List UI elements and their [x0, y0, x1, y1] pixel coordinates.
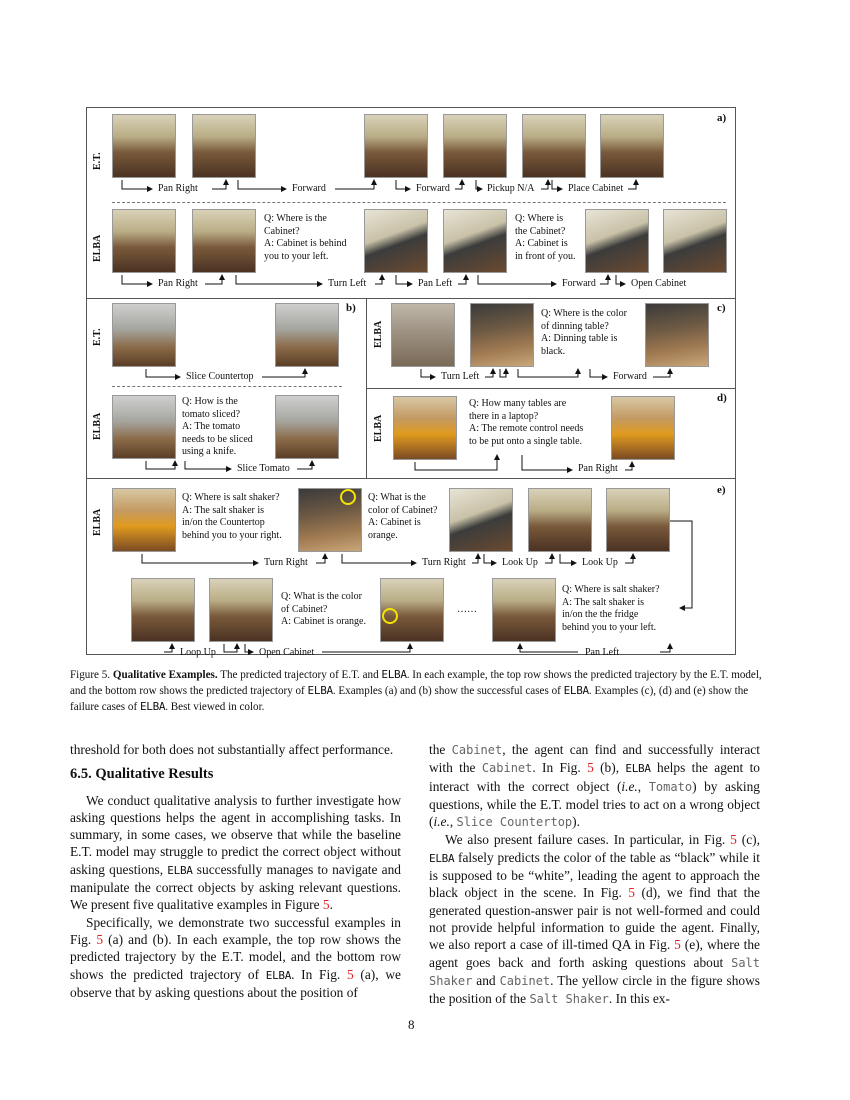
qa-text: Q: What is the color of Cabinet? A: Cabinet is orange. — [368, 492, 438, 541]
elba-name: ELBA — [625, 762, 651, 776]
elba-name: ELBA — [563, 684, 589, 697]
action-label: Look Up — [502, 557, 538, 568]
action-label: Pan Right — [158, 183, 198, 194]
action-label: Turn Left — [441, 371, 480, 382]
qa-text: Q: Where is salt shaker? A: The salt shaker is in/on the Countertop behind you to your right. — [182, 492, 282, 541]
action-label: Slice Tomato — [237, 463, 290, 474]
paragraph: We also present failure cases. In particular, in Fig. 5 (c), ELBA falsely predicts the color of the table as “black” while it is supposed to be “white”, leading the agent to approach the black object in the scene. In Fig. 5 (d), we find that the generated question-answer pair is not well-formed and could not provide helpful information to guide the agent. Finally, we also report a case of ill-timed QA in Fig. 5 (e), where the agent goes back and forth asking questions about Salt Shaker and Cabinet. The yellow circle in the figure shows the position of the Salt Shaker. In this ex- — [429, 832, 760, 1007]
elba-name: ELBA — [307, 684, 333, 697]
paragraph: Specifically, we demonstrate two successful examples in Fig. 5 (a) and (b). In each example, the top row shows the predicted trajectory by the E.T. model, and the bottom row shows the predicted trajectory of ELBA. In Fig. 5 (a), we observe that by asking questions about the position of — [70, 914, 401, 1000]
action-label: Open Cabinet — [631, 278, 687, 289]
action-label: Forward — [416, 183, 450, 194]
qa-text: Q: Where is salt shaker? A: The salt shaker is in/on the the fridge behind you to your left. — [562, 584, 660, 633]
paragraph: We conduct qualitative analysis to further investigate how asking questions helps the agent in accomplishing tasks. In summary, in some cases, we observe that while the baseline E.T. model may struggle to predict the correct object without asking questions, ELBA successfully manages to navigate and manipulate the correct objects by asking relevant questions. We present five qualitative examples in Figure 5. — [70, 792, 401, 913]
qa-text: Q: What is the color of Cabinet? A: Cabinet is orange. — [281, 591, 366, 628]
figure-ref-link[interactable]: 5 — [587, 760, 594, 776]
action-label: Forward — [562, 278, 596, 289]
caption-label: Figure 5. — [70, 669, 111, 681]
action-label: Slice Countertop — [186, 371, 254, 382]
caption-title: Qualitative Examples. — [112, 669, 218, 681]
paragraph: threshold for both does not substantially affect performance. — [70, 742, 394, 757]
action-label: Look Up — [582, 557, 618, 568]
action-label: Loop Up — [180, 647, 216, 658]
figure-ref-link[interactable]: 5 — [96, 931, 104, 947]
elba-name: ELBA — [139, 700, 166, 713]
page-number: 8 — [408, 1017, 415, 1032]
figure-ref-link[interactable]: 5 — [628, 885, 635, 901]
row-label-elba: ELBA — [373, 414, 384, 442]
elba-name: ELBA — [429, 851, 455, 865]
elba-name: ELBA — [167, 863, 193, 877]
qa-text: Q: How many tables are there in a laptop? A: The remote control needs to be put onto a single table. — [469, 398, 584, 447]
row-label-et: E.T. — [92, 328, 103, 346]
row-label-elba: ELBA — [373, 320, 384, 348]
elba-name: ELBA — [381, 668, 407, 681]
action-label: Pan Right — [158, 278, 198, 289]
ellipsis: …… — [457, 604, 477, 615]
row-label-elba: ELBA — [92, 508, 103, 536]
action-label: Turn Left — [328, 278, 367, 289]
panel-tag-b: b) — [346, 302, 356, 314]
panel-tag-c: c) — [717, 302, 726, 314]
figure-ref-link[interactable]: 5 — [346, 966, 354, 982]
qa-text: Q: How is the tomato sliced? A: The tomato needs to be sliced using a knife. — [182, 396, 253, 458]
action-label: Pickup N/A — [487, 183, 535, 194]
action-label: Forward — [613, 371, 647, 382]
elba-name: ELBA — [265, 968, 292, 982]
qa-text: Q: Where is the color of dinning table? A: Dinning table is black. — [541, 308, 627, 357]
figure-ref-link[interactable]: 5 — [730, 832, 737, 848]
panel-tag-a: a) — [717, 112, 727, 124]
action-label: Turn Right — [264, 557, 308, 568]
action-label: Pan Right — [578, 463, 618, 474]
panel-tag-e: e) — [717, 484, 726, 496]
qa-text: Q: Where is the Cabinet? A: Cabinet is in front of you. — [515, 213, 576, 262]
row-label-et: E.T. — [92, 152, 103, 170]
left-column — [70, 741, 401, 1001]
figure-ref-link[interactable]: 5 — [322, 897, 330, 913]
action-label: Open Cabinet — [259, 647, 315, 658]
panel-tag-d: d) — [717, 392, 727, 404]
row-label-elba: ELBA — [92, 234, 103, 262]
action-label: Forward — [292, 183, 326, 194]
row-label-elba: ELBA — [92, 412, 103, 440]
qa-text: Q: Where is the Cabinet? A: Cabinet is behind you to your left. — [264, 213, 347, 262]
action-label: Pan Left — [418, 278, 453, 289]
action-label: Place Cabinet — [568, 183, 624, 194]
action-label: Turn Right — [422, 557, 466, 568]
figure-ref-link[interactable]: 5 — [674, 937, 681, 953]
right-column — [429, 741, 760, 1008]
paragraph: the Cabinet, the agent can find and successfully interact with the Cabinet. In Fig. 5 (b), ELBA helps the agent to interact with the correct object (i.e., Tomato) by asking questions, while the E.T. model tries to act on a wrong object (i.e., Slice Countertop). — [429, 742, 760, 830]
action-label: Pan Left — [585, 647, 620, 658]
section-heading: 6.5. Qualitative Results — [70, 766, 214, 783]
figure-caption: Figure 5. Qualitative Examples. The predicted trajectory of E.T. and ELBA. In each example, the top row shows the predicted trajectory by the E.T. model, and the bottom row shows the predicted trajectory of ELBA. Examples (a) and (b) show the successful cases of ELBA. Examples (c), (d) and (e) show the failure cases of ELBA. Best viewed in color. — [70, 668, 762, 713]
